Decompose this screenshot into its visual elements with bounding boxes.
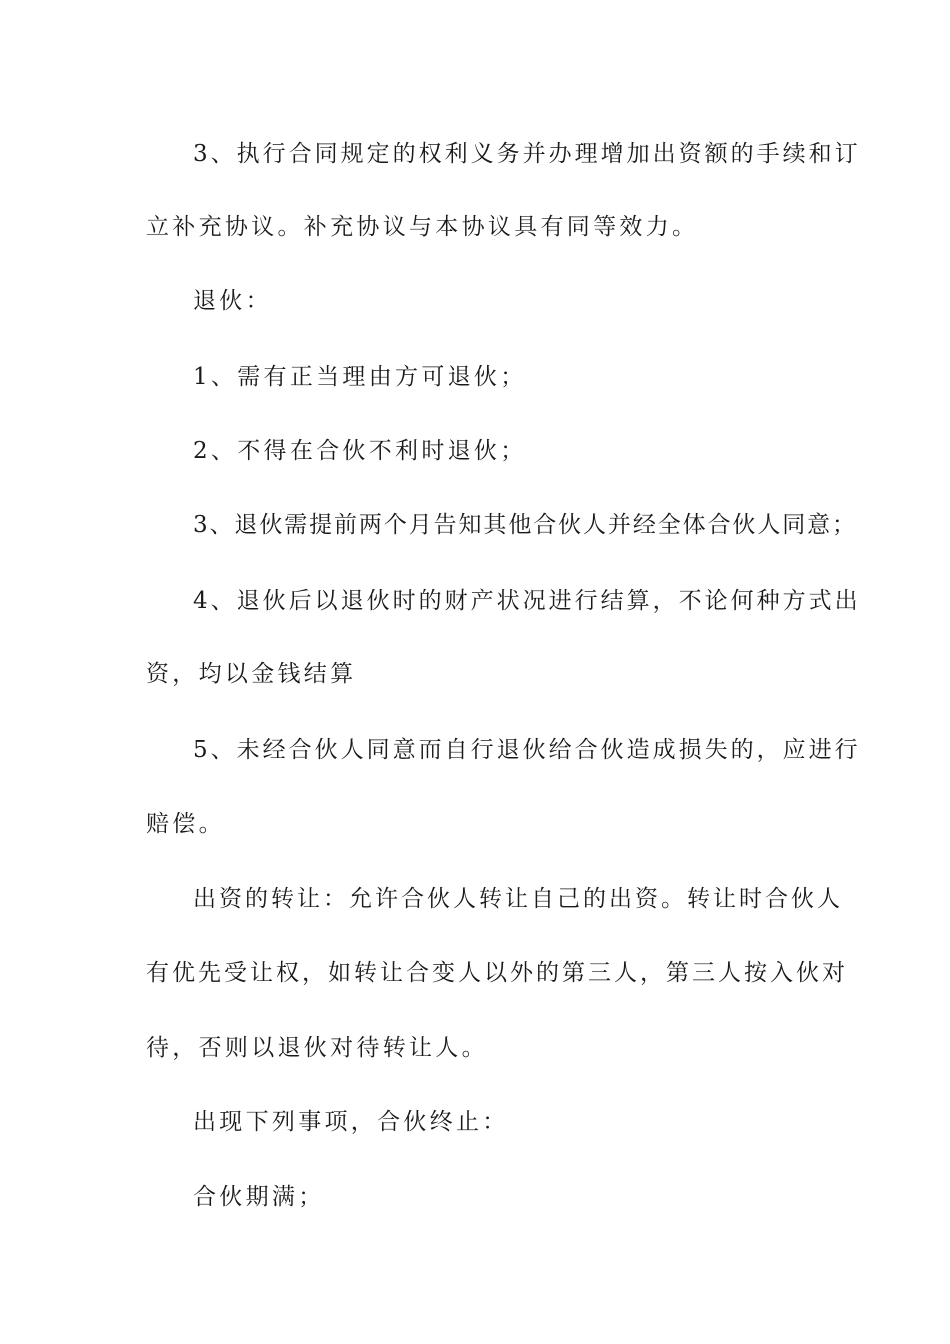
list-item: 2、不得在合伙不利时退伙； bbox=[193, 438, 527, 464]
paragraph-line: 3、执行合同规定的权利义务并办理增加出资额的手续和订 bbox=[193, 141, 861, 167]
paragraph-line: 待，否则以退伙对待转让人。 bbox=[146, 1035, 488, 1061]
paragraph-line: 资，均以金钱结算 bbox=[146, 661, 357, 687]
paragraph-line: 立补充协议。补充协议与本协议具有同等效力。 bbox=[146, 214, 699, 240]
section-heading: 出现下列事项，合伙终止： bbox=[193, 1109, 509, 1135]
list-item: 4、退伙后以退伙时的财产状况进行结算，不论何种方式出 bbox=[193, 588, 861, 614]
paragraph-line: 出资的转让：允许合伙人转让自己的出资。转让时合伙人 bbox=[193, 886, 843, 912]
paragraph-line: 有优先受让权，如转让合变人以外的第三人，第三人按入伙对 bbox=[146, 960, 848, 986]
list-item: 合伙期满； bbox=[193, 1184, 325, 1210]
paragraph-line: 赔偿。 bbox=[146, 811, 225, 837]
list-item: 5、未经合伙人同意而自行退伙给合伙造成损失的，应进行 bbox=[193, 737, 861, 763]
section-heading: 退伙： bbox=[193, 288, 272, 314]
list-item: 1、需有正当理由方可退伙； bbox=[193, 364, 527, 390]
list-item: 3、退伙需提前两个月告知其他合伙人并经全体合伙人同意； bbox=[193, 512, 857, 538]
